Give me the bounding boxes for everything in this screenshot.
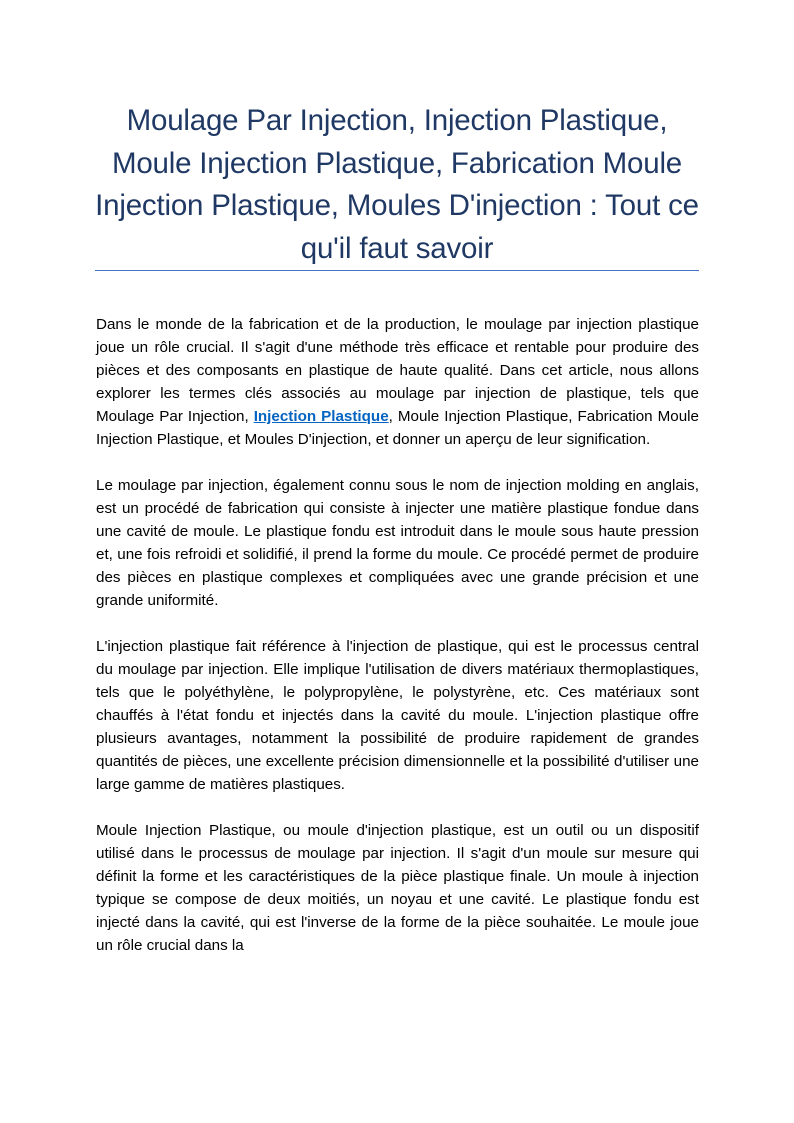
paragraph-intro-text-after: , Moule Injection Plastique, Fabrication Moule Injection Plastique, et Moules D'injection, et donner un aperçu de leur signification. (96, 408, 699, 448)
paragraph-moulage: Le moulage par injection, également connu sous le nom de injection molding en anglais, est un procédé de fabrication qui consiste à injecter une matière plastique fondue dans une cavité de moule. Le plastique fondu est introduit dans le moule sous haute pression et, une fois refroidi et solidifié, il prend la forme du moule. Ce procédé permet de produire des pièces en plastique complexes et compliquées avec une grande précision et une grande uniformité. (96, 477, 699, 609)
injection-plastique-link[interactable]: Injection Plastique (253, 408, 389, 425)
paragraph-injection-plastique: L'injection plastique fait référence à l'injection de plastique, qui est le processus central du moulage par injection. Elle implique l'utilisation de divers matériaux thermoplastiques, tels que le polyéthylène, le polypropylène, le polystyrène, etc. Ces matériaux sont chauffés à l'état fondu et injectés dans la cavité du moule. L'injection plastique offre plusieurs avantages, notamment la possibilité de produire rapidement de grandes quantités de pièces, une excellente précision dimensionnelle et la possibilité d'utiliser une large gamme de matières plastiques. (96, 638, 699, 793)
paragraph-moule-injection: Moule Injection Plastique, ou moule d'injection plastique, est un outil ou un dispositif utilisé dans le processus de moulage par injection. Il s'agit d'un moule sur mesure qui définit la forme et les caractéristiques de la pièce plastique finale. Un moule à injection typique se compose de deux moitiés, un noyau et une cavité. Le plastique fondu est injecté dans la cavité, qui est l'inverse de la forme de la pièce souhaitée. Le moule joue un rôle crucial dans la (96, 822, 699, 954)
article-body (96, 313, 699, 980)
page-title: Moulage Par Injection, Injection Plastique, Moule Injection Plastique, Fabrication Moule Injection Plastique, Moules D'injection : Tout ce qu'il faut savoir (95, 104, 699, 265)
paragraph-intro-text-before: Dans le monde de la fabrication et de la production, le moulage par injection plastique joue un rôle crucial. Il s'agit d'une méthode très efficace et rentable pour produire des pièces et des composants en plastique de haute qualité. Dans cet article, nous allons explorer les termes clés associés au moulage par injection de plastique, tels que Moulage Par Injection, (96, 316, 699, 425)
paragraph-intro (96, 313, 699, 451)
title-underline (95, 270, 699, 271)
